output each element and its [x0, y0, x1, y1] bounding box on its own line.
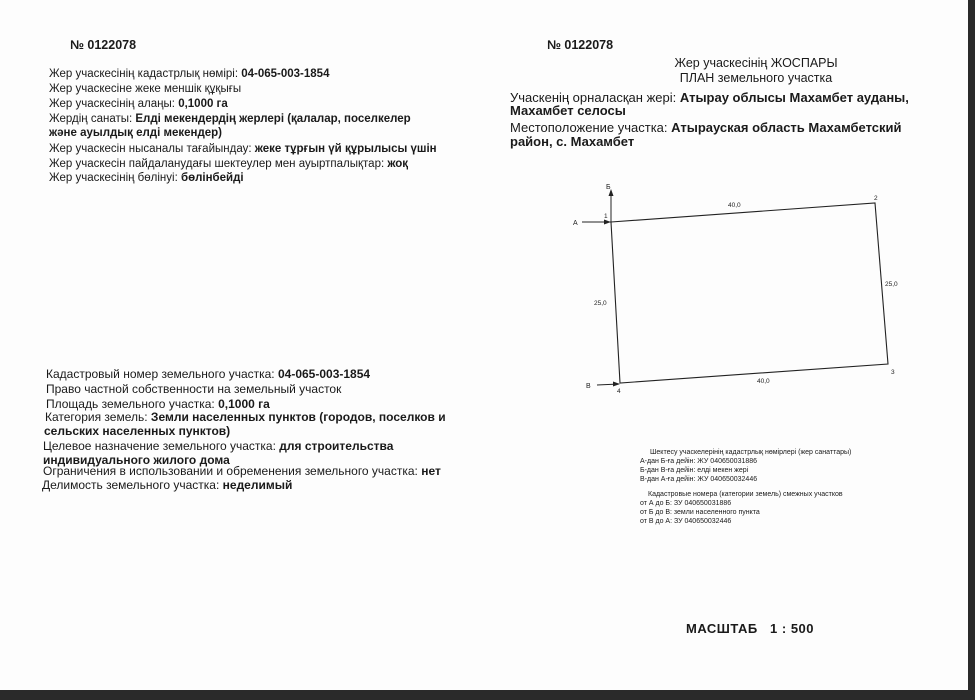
vertex-2: 2 [874, 195, 878, 202]
ru-purpose-value-2: индивидуального жилого дома [43, 453, 230, 467]
side-top-length: 40,0 [728, 202, 741, 209]
kz-category-value-1: Елді мекендердің жерлері (қалалар, поселкелер [135, 113, 411, 125]
kz-area-value: 0,1000 га [178, 98, 228, 110]
scale-value: 1 : 500 [770, 621, 815, 636]
neighbors-kz-line-2: Б-дан В-ға дейін: елді мекен жері [640, 467, 749, 474]
neighbors-ru-line-3: от В до А: ЗУ 040650032446 [640, 518, 732, 525]
ru-category-label: Категория земель: [45, 410, 151, 424]
kz-divisibility-value: бөлінбейді [180, 172, 244, 184]
kz-purpose-label: Жер учаскесін нысаналы тағайындау: [49, 143, 255, 155]
kz-category-value-2: және ауылдық елді мекендер) [49, 127, 223, 139]
neighbors-ru-title: Кадастровые номера (категории земель) смежных участков [648, 491, 843, 498]
kz-purpose-row [49, 142, 437, 158]
ru-purpose-value-1: для строительства [279, 439, 394, 453]
label-v: В [586, 383, 591, 390]
land-plot-drawing [560, 178, 920, 400]
kz-area-label: Жер учаскесінің алаңы: [49, 98, 179, 110]
ru-cadastral-label: Кадастровый номер земельного участка: [46, 367, 278, 381]
scale [686, 621, 814, 636]
v-arrow-head [613, 382, 620, 387]
kz-restrictions-label: Жер учаскесін пайдаланудағы шектеулер мен ауыртпалықтар: [49, 158, 388, 170]
right-certificate-number: № 0122078 [547, 38, 614, 52]
plot-boundary [611, 203, 888, 383]
location-kz-label: Учаскенің орналасқан жері: [510, 90, 680, 105]
ru-divisibility-label: Делимость земельного участка: [42, 478, 223, 492]
ru-category-row [45, 410, 446, 425]
kz-divisibility-row [49, 171, 244, 187]
ru-purpose-row [43, 439, 393, 454]
plan-title-ru: ПЛАН земельного участка [679, 71, 833, 85]
kz-purpose-value: жеке тұрғын үй құрылысы үшін [254, 143, 437, 155]
ru-category-value-1: Земли населенных пунктов (городов, поселков и [150, 410, 446, 424]
ru-area-value: 0,1000 га [218, 397, 270, 411]
label-b: Б [606, 184, 611, 191]
kz-ownership-row: Жер учаскесіне жеке меншік құқығы [49, 83, 242, 95]
ru-restrictions-value: нет [421, 464, 441, 478]
ru-category-value-2: сельских населенных пунктов) [44, 424, 231, 438]
ru-divisibility-value: неделимый [222, 478, 293, 492]
neighbors-kz-title: Шектесу учаскелерінің кадастрлық нөмірлері (жер санаттары) [650, 449, 852, 456]
vertex-1: 1 [604, 213, 608, 220]
neighbors-ru-line-1: от А до Б: ЗУ 040650031886 [640, 500, 732, 507]
kz-cadastral-label: Жер учаскесінің кадастрлық нөмірі: [49, 68, 242, 80]
vertex-4: 4 [617, 388, 621, 395]
scale-label: МАСШТАБ [686, 621, 758, 636]
side-right-length: 25,0 [885, 281, 898, 288]
kz-restrictions-value: жоқ [387, 158, 409, 170]
ru-restrictions-row [43, 464, 441, 479]
side-left-length: 25,0 [594, 300, 607, 307]
location-kz-value-2: Махамбет селосы [510, 103, 626, 118]
kz-divisibility-label: Жер учаскесінің бөлінуі: [49, 172, 181, 184]
side-bottom-length: 40,0 [757, 378, 770, 385]
plan-title-kz: Жер учаскесінің ЖОСПАРЫ [674, 56, 838, 70]
kz-cadastral-value: 04-065-003-1854 [241, 68, 330, 80]
location-ru-value-1: Атырауская область Махамбетский [671, 120, 902, 135]
neighbors-kz-line-3: В-дан А-ға дейін: ЖУ 040650032446 [640, 476, 758, 483]
neighbors-kz-line-1: А-дан Б-ға дейін: ЖУ 040650031886 [640, 458, 758, 465]
ru-area-label: Площадь земельного участка: [46, 397, 219, 411]
kz-category-label: Жердің санаты: [49, 113, 136, 125]
left-certificate-number: № 0122078 [70, 38, 137, 52]
label-a: А [573, 220, 578, 227]
location-ru-value-2: район, с. Махамбет [510, 134, 635, 149]
a-arrow-head [604, 220, 611, 225]
location-kz-value-1: Атырау облысы Махамбет ауданы, [679, 90, 909, 105]
ru-purpose-label: Целевое назначение земельного участка: [43, 439, 280, 453]
kz-cadastral-row [49, 67, 329, 83]
ru-ownership-row: Право частной собственности на земельный участок [46, 382, 342, 396]
location-ru-label: Местоположение участка: [510, 120, 672, 135]
kz-area-row [49, 97, 228, 113]
vertex-3: 3 [891, 369, 895, 376]
ru-cadastral-value: 04-065-003-1854 [277, 367, 371, 381]
neighbors-ru-line-2: от Б до В: земли населенного пункта [640, 509, 760, 516]
ru-cadastral-row [46, 367, 370, 382]
ru-divisibility-row [42, 478, 292, 493]
ru-restrictions-label: Ограничения в использовании и обременения земельного участка: [43, 464, 422, 478]
